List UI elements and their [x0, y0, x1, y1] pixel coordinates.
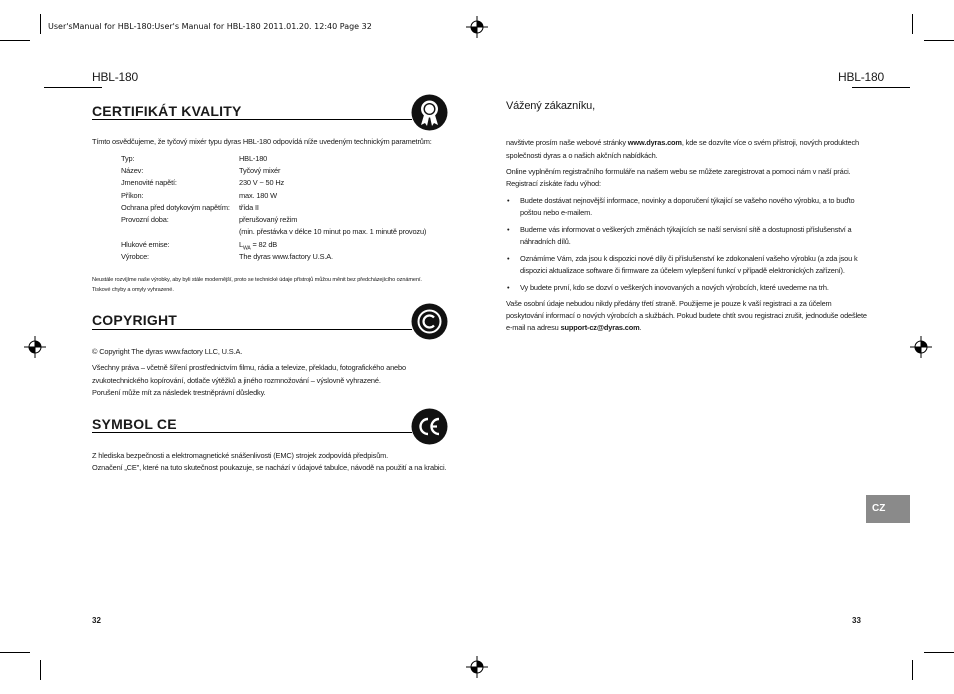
copyright-icon	[411, 303, 448, 340]
list-item: Budete dostávat nejnovější informace, novinky a doporučení týkající se vašeho nového výrobku, a to buďto	[520, 196, 855, 205]
footnote: Tiskové chyby a omyly vyhrazené.	[92, 287, 174, 293]
certificate-title: CERTIFIKÁT KVALITY	[92, 103, 242, 119]
list-item: Budeme vás informovat o veškerých změnách týkajících se naší servisní sítě a dostupnosti příslušenství a	[520, 225, 852, 234]
registration-paragraph: Online vyplněním registračního formuláře na našem webu se můžete zaregistrovat a pomoci nám v naší práci.	[506, 167, 851, 176]
header-rule	[44, 87, 102, 88]
privacy-paragraph: Vaše osobní údaje nebudou nikdy předány třetí straně. Použijeme je pouze k vaší registraci a za účelem	[506, 299, 832, 308]
spec-label: Výrobce:	[121, 252, 149, 261]
bullet-icon: •	[507, 225, 510, 234]
page-number: 32	[92, 616, 101, 625]
spec-label: Příkon:	[121, 191, 144, 200]
copyright-line: © Copyright The dyras www.factory LLC, U.S.A.	[92, 347, 243, 356]
spec-label: Jmenovité napětí:	[121, 178, 177, 187]
registration-mark-icon	[910, 336, 932, 358]
spec-label: Název:	[121, 166, 144, 175]
privacy-paragraph-line: poskytování informací o nových výrobcích a službách. Pokud budete chtít svou registraci zrušit, jednoduše odešlete	[506, 311, 867, 320]
greeting: Vážený zákazníku,	[506, 100, 595, 112]
crop-mark	[0, 652, 30, 653]
page-number: 33	[852, 616, 861, 625]
noise-subscript: WA	[242, 245, 251, 252]
ce-line: Označení „CE", které na tuto skutečnost poukazuje, se nachází v údajové tabulce, návodě na použití a na krabici.	[92, 463, 447, 472]
privacy-paragraph-line	[506, 322, 641, 334]
ce-mark-icon	[411, 408, 448, 445]
crop-mark	[912, 14, 913, 34]
bullet-icon: •	[507, 254, 510, 263]
spec-value: The dyras www.factory U.S.A.	[239, 252, 333, 261]
list-item: poštou nebo e-mailem.	[520, 208, 593, 217]
footnote: Neustále rozvíjíme naše výrobky, aby byli stále modernější, proto se technické údaje přístrojů můžou měnit bez předcházejícího oznámení.	[92, 277, 422, 283]
section-rule	[92, 119, 412, 120]
running-header-model: HBL-180	[838, 70, 884, 84]
text: e-mail na adresu	[506, 323, 561, 332]
list-item: Oznámíme Vám, zda jsou k dispozici nové díly či příslušenství ke zdokonalení vašeho výrobku (a zda jsou k	[520, 254, 858, 263]
header-rule	[852, 87, 910, 88]
spec-value: 230 V ~ 50 Hz	[239, 178, 285, 187]
intro-paragraph-line: společnosti dyras a o našich akčních nabídkách.	[506, 151, 658, 160]
list-item: dispozici aktualizace software či firmware za účelem vylepšení funkcí v případě elektronických zařízení).	[520, 266, 845, 275]
spec-value-noise	[239, 240, 277, 251]
registration-mark-icon	[466, 656, 488, 678]
registration-paragraph-line: Registrací získáte řadu výhod:	[506, 179, 601, 188]
section-rule	[92, 329, 412, 330]
registration-mark-icon	[24, 336, 46, 358]
text: navštivte prosím naše webové stránky	[506, 138, 628, 147]
noise-value: = 82 dB	[250, 240, 278, 249]
crop-mark	[912, 660, 913, 680]
list-item: náhradních dílů.	[520, 237, 571, 246]
crop-mark	[924, 40, 954, 41]
bullet-icon: •	[507, 283, 510, 292]
support-email-link[interactable]: support-cz@dyras.com	[560, 323, 640, 332]
crop-mark	[40, 14, 41, 34]
copyright-line: zvukotechnického kopírování, dotlače výtěžků a jiného rozmnožování – výslovně vyhrazené.	[92, 376, 381, 385]
quality-seal-icon	[411, 94, 448, 131]
ce-title: SYMBOL CE	[92, 416, 177, 432]
section-rule	[92, 432, 412, 433]
crop-mark	[0, 40, 30, 41]
bullet-icon: •	[507, 196, 510, 205]
ce-line: Z hlediska bezpečnosti a elektromagnetické snášenlivosti (EMC) strojek zodpovídá předpisům.	[92, 451, 389, 460]
copyright-line: Všechny práva – včetně šíření prostřednictvím filmu, rádia a televize, překladu, fotografického anebo	[92, 363, 406, 372]
language-tab	[866, 495, 910, 523]
text: .	[639, 323, 642, 332]
spec-value: (min. přestávka v délce 10 minut po max. 1 minutě provozu)	[239, 227, 427, 236]
spec-value: max. 180 W	[239, 191, 277, 200]
text: , kde se dozvíte více o svém přístroji, nových produktech	[681, 138, 859, 147]
slug-line: User'sManual for HBL-180:User's Manual for HBL-180 2011.01.20. 12:40 Page 32	[48, 22, 372, 31]
noise-symbol: L	[239, 240, 243, 249]
spec-value: Tyčový mixér	[239, 166, 281, 175]
language-tab-label: CZ	[872, 503, 886, 514]
certificate-intro: Tímto osvědčujeme, že tyčový mixér typu dyras HBL-180 odpovídá níže uvedeným technickým parametrům:	[92, 137, 432, 146]
spec-label: Provozní doba:	[121, 215, 169, 224]
spec-label: Hlukové emise:	[121, 240, 170, 249]
spec-label: Ochrana před dotykovým napětím:	[121, 203, 230, 212]
spec-value: třída II	[239, 203, 259, 212]
website-link[interactable]: www.dyras.com	[627, 138, 682, 147]
copyright-title: COPYRIGHT	[92, 312, 178, 328]
registration-mark-icon	[466, 16, 488, 38]
crop-mark	[40, 660, 41, 680]
crop-mark	[924, 652, 954, 653]
copyright-line: Porušení může mít za následek trestněprávní důsledky.	[92, 388, 266, 397]
list-item: Vy budete první, kdo se dozví o veškerých inovovaných a nových výrobcích, které uvedeme na trh.	[520, 283, 829, 292]
running-header-model: HBL-180	[92, 70, 138, 84]
spec-value: přerušovaný režim	[239, 215, 298, 224]
spec-value: HBL-180	[239, 154, 268, 163]
intro-paragraph	[506, 137, 859, 149]
spec-label: Typ:	[121, 154, 135, 163]
